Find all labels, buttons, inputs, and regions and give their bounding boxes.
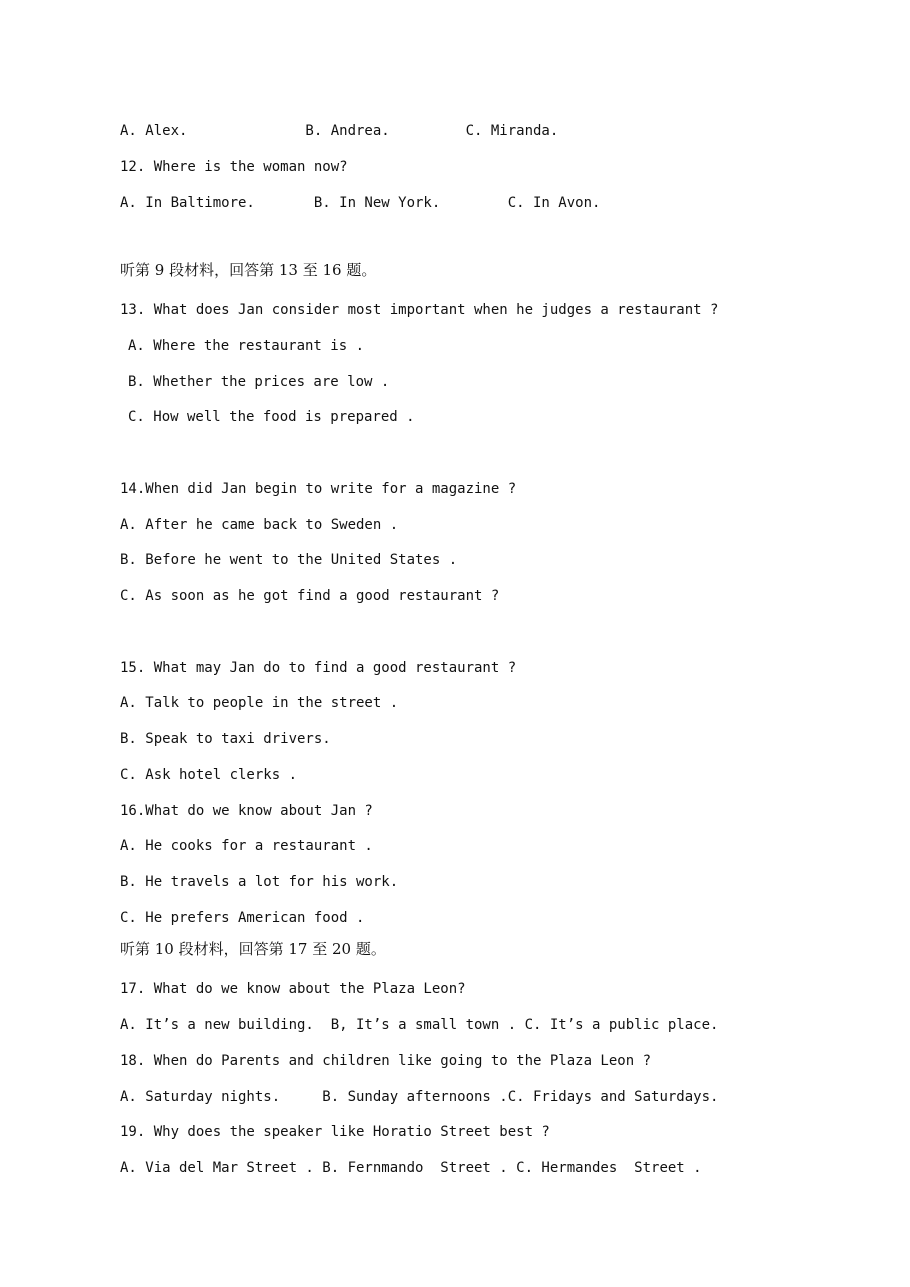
q15-option-c: C. Ask hotel clerks . [120,767,298,783]
q17-options: A. It’s a new building. B, It’s a small town . C. It’s a public place. [120,1017,719,1033]
q18-question: 18. When do Parents and children like going to the Plaza Leon ? [120,1053,652,1069]
q18-options: A. Saturday nights. B. Sunday afternoons .C. Fridays and Saturdays. [120,1089,719,1105]
q12-options: A. In Baltimore. B. In New York. C. In Avon. [120,195,601,211]
q12-question: 12. Where is the woman now? [120,159,348,175]
section-9-heading: 听第 9 段材料，回答第 13 至 16 题。 [120,261,377,279]
q13-option-a: A. Where the restaurant is . [128,338,365,354]
q14-option-c: C. As soon as he got find a good restaurant ? [120,588,500,604]
q15-question: 15. What may Jan do to find a good restaurant ? [120,660,517,676]
q13-option-b: B. Whether the prices are low . [128,374,390,390]
q19-question: 19. Why does the speaker like Horatio Street best ? [120,1124,550,1140]
q17-question: 17. What do we know about the Plaza Leon? [120,981,466,997]
q16-option-a: A. He cooks for a restaurant . [120,838,373,854]
section-10-heading: 听第 10 段材料，回答第 17 至 20 题。 [120,940,386,958]
q16-option-b: B. He travels a lot for his work. [120,874,399,890]
q14-option-b: B. Before he went to the United States . [120,552,458,568]
q15-option-b: B. Speak to taxi drivers. [120,731,331,747]
q16-question: 16.What do we know about Jan ? [120,803,373,819]
q11-options: A. Alex. B. Andrea. C. Miranda. [120,123,559,139]
q13-question: 13. What does Jan consider most important when he judges a restaurant ? [120,302,719,318]
q14-option-a: A. After he came back to Sweden . [120,517,399,533]
q19-options: A. Via del Mar Street . B. Fernmando Street . C. Hermandes Street . [120,1160,702,1176]
q14-question: 14.When did Jan begin to write for a magazine ? [120,481,517,497]
q16-option-c: C. He prefers American food . [120,910,365,926]
q15-option-a: A. Talk to people in the street . [120,695,399,711]
q13-option-c: C. How well the food is prepared . [128,409,415,425]
